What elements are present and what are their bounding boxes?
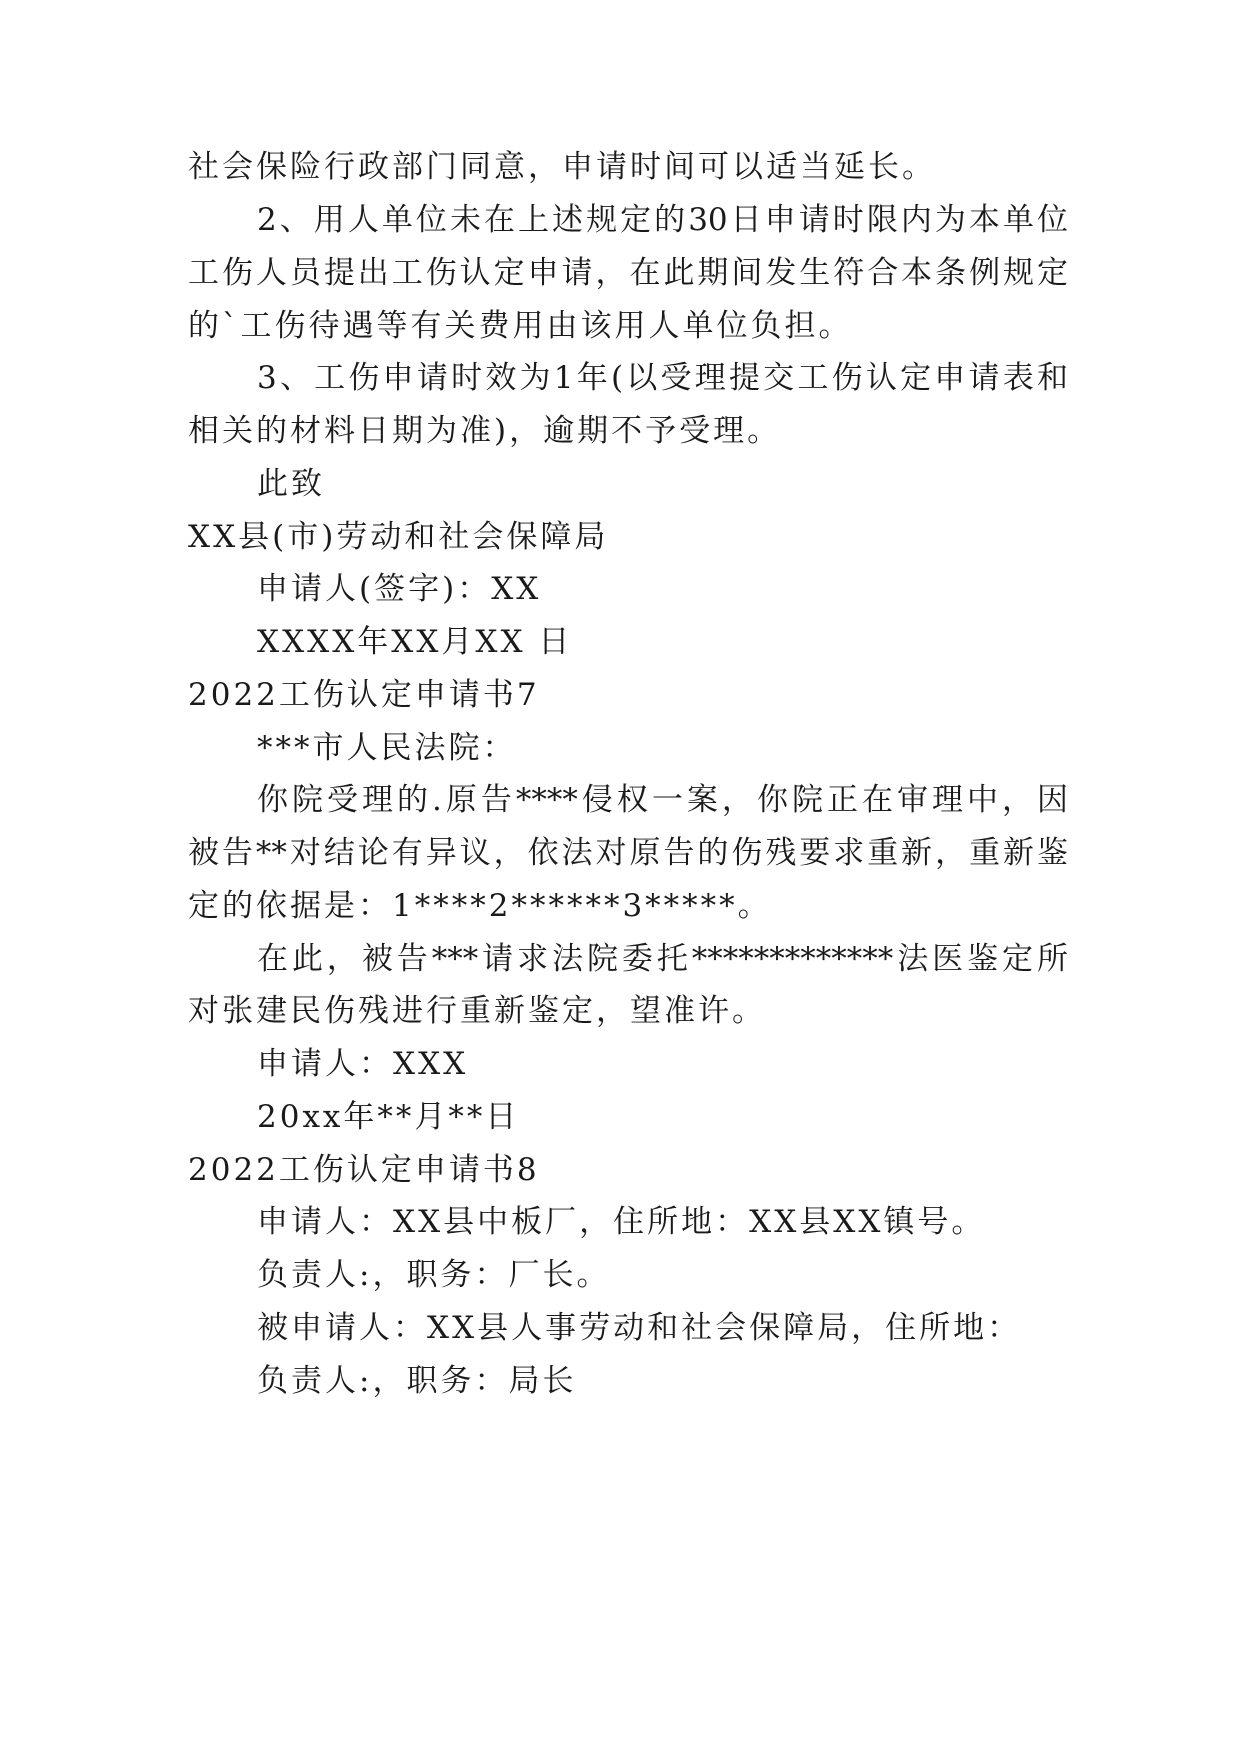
text-line: 工伤人员提出工伤认定申请，在此期间发生符合本条例规定	[188, 255, 1068, 291]
text-line: 20xx年**月**日	[257, 1099, 520, 1135]
text-line: 负责人:，职务：局长	[257, 1363, 577, 1399]
text-line: XXXX年XX月XX 日	[257, 624, 573, 660]
section-heading: 2022工伤认定申请书7	[188, 677, 540, 713]
text-line: 你院受理的.原告****侵权一案，你院正在审理中，因	[257, 782, 1068, 818]
text-line: 在此，被告***请求法院委托*************法医鉴定所	[257, 941, 1068, 977]
text-line: ***市人民法院：	[257, 730, 517, 766]
text-line: 社会保险行政部门同意，申请时间可以适当延长。	[188, 149, 936, 185]
text-line: 申请人：XXX	[257, 1046, 469, 1082]
text-line: 相关的材料日期为准)，逾期不予受理。	[188, 413, 782, 449]
text-line: 被申请人：XX县人事劳动和社会保障局，住所地：	[257, 1310, 1022, 1346]
text-line: 2、用人单位未在上述规定的30日申请时限内为本单位	[257, 202, 1068, 238]
text-line: 的`工伤待遇等有关费用由该用人单位负担。	[188, 308, 853, 344]
text-line: 被告**对结论有异议，依法对原告的伤残要求重新，重新鉴	[188, 835, 1068, 871]
text-line: 此致	[257, 466, 325, 502]
text-line: 3、工伤申请时效为1年(以受理提交工伤认定申请表和	[257, 360, 1068, 396]
text-line: 定的依据是：1****2******3*****。	[188, 888, 772, 924]
text-line: 对张建民伤残进行重新鉴定，望准许。	[188, 993, 766, 1029]
text-line: 申请人：XX县中板厂，住所地：XX县XX镇号。	[257, 1204, 986, 1240]
section-heading: 2022工伤认定申请书8	[188, 1152, 540, 1188]
text-line: XX县(市)劳动和社会保障局	[188, 519, 609, 555]
text-line: 申请人(签字)：XX	[257, 571, 542, 607]
text-line: 负责人:，职务：厂长。	[257, 1257, 611, 1293]
